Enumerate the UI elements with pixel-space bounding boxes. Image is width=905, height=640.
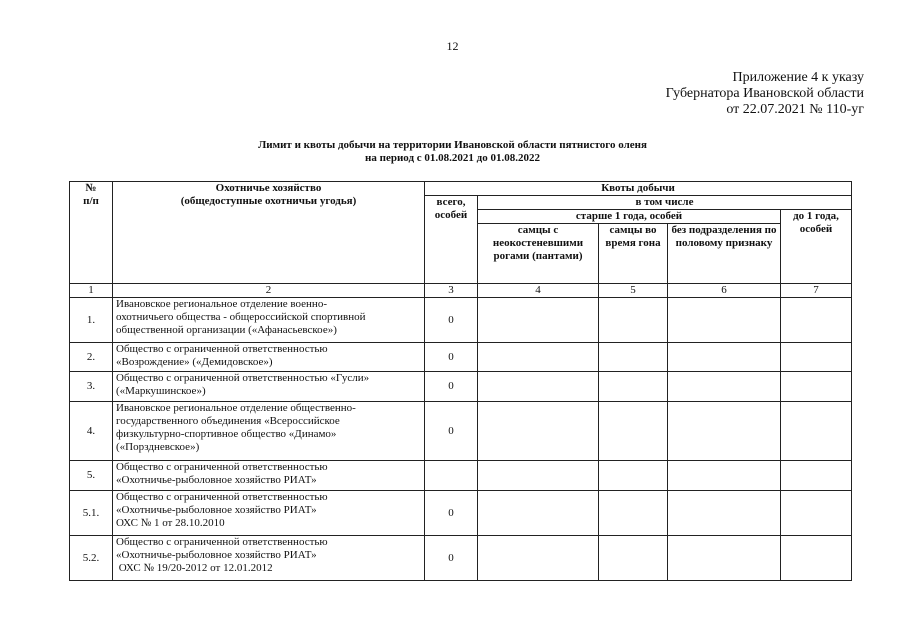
row-number: 5. — [70, 461, 113, 491]
row-cell-young — [781, 343, 852, 372]
row-cell-nosex — [668, 343, 781, 372]
row-farm-name — [113, 298, 425, 343]
farm-name-line: Общество с ограниченной ответственностью — [116, 461, 328, 473]
row-number: 5.2. — [70, 536, 113, 581]
page-number: 12 — [446, 39, 459, 53]
header-total-line-2: особей — [434, 209, 468, 221]
row-cell-rut — [599, 343, 668, 372]
header-total-line-1: всего, — [436, 196, 466, 208]
column-number: 3 — [425, 284, 478, 298]
column-number: 6 — [668, 284, 781, 298]
row-cell-rut — [599, 402, 668, 461]
appendix-line-3: от 22.07.2021 № 110-уг — [726, 102, 864, 117]
row-number: 3. — [70, 372, 113, 402]
header-older-than-1-year: старше 1 года, особей — [478, 210, 781, 224]
header-number-line-1: № — [85, 182, 97, 194]
row-farm-name — [113, 536, 425, 581]
column-number: 4 — [478, 284, 599, 298]
farm-name-line: Общество с ограниченной ответственностью — [116, 343, 328, 355]
column-number: 5 — [599, 284, 668, 298]
farm-name-line: Общество с ограниченной ответственностью — [116, 536, 328, 548]
farm-name-line: общественной организации («Афанасьевское») — [116, 324, 337, 336]
header-number-line-2: п/п — [83, 195, 99, 207]
row-cell-antlers — [478, 298, 599, 343]
row-cell-young — [781, 298, 852, 343]
row-cell-nosex — [668, 461, 781, 491]
row-farm-name — [113, 343, 425, 372]
row-cell-young — [781, 402, 852, 461]
header-total — [425, 196, 478, 284]
row-total: 0 — [425, 402, 478, 461]
appendix-line-1: Приложение 4 к указу — [732, 70, 864, 85]
farm-name-line: ОХС № 1 от 28.10.2010 — [116, 517, 225, 529]
row-total — [425, 461, 478, 491]
table-row — [70, 343, 852, 372]
row-cell-antlers — [478, 536, 599, 581]
quota-table — [69, 181, 852, 581]
farm-name-line: Ивановское региональное отделение военно- — [116, 298, 327, 310]
document-title-line-2: на период с 01.08.2021 до 01.08.2022 — [365, 152, 540, 164]
row-cell-rut — [599, 298, 668, 343]
row-total: 0 — [425, 372, 478, 402]
farm-name-line: «Охотничье-рыболовное хозяйство РИАТ» — [116, 549, 317, 561]
header-younger-than-1-year — [781, 210, 852, 284]
row-cell-nosex — [668, 372, 781, 402]
farm-name-line: Ивановское региональное отделение общественно- — [116, 402, 356, 414]
table-row — [70, 491, 852, 536]
row-total: 0 — [425, 343, 478, 372]
row-cell-young — [781, 461, 852, 491]
row-cell-antlers — [478, 343, 599, 372]
farm-name-line: («Порздневское») — [116, 441, 200, 453]
row-farm-name — [113, 461, 425, 491]
row-number: 4. — [70, 402, 113, 461]
row-cell-young — [781, 372, 852, 402]
row-farm-name — [113, 402, 425, 461]
row-cell-nosex — [668, 491, 781, 536]
row-cell-rut — [599, 536, 668, 581]
table-row — [70, 461, 852, 491]
farm-name-line: «Охотничье-рыболовное хозяйство РИАТ» — [116, 474, 317, 486]
column-number: 2 — [113, 284, 425, 298]
farm-name-line: Общество с ограниченной ответственностью «Гусли» — [116, 372, 370, 384]
row-number: 5.1. — [70, 491, 113, 536]
row-farm-name — [113, 372, 425, 402]
header-quotas: Квоты добычи — [425, 182, 852, 196]
column-numbers-row — [70, 284, 852, 298]
row-cell-rut — [599, 372, 668, 402]
row-cell-rut — [599, 491, 668, 536]
farm-name-line: ОХС № 19/20-2012 от 12.01.2012 — [116, 562, 273, 574]
row-cell-antlers — [478, 402, 599, 461]
farm-name-line: «Охотничье-рыболовное хозяйство РИАТ» — [116, 504, 317, 516]
table-row — [70, 372, 852, 402]
appendix-line-2: Губернатора Ивановской области — [665, 86, 864, 101]
farm-name-line: охотничьего общества - общероссийской спортивной — [116, 311, 366, 323]
header-hunting-farm — [113, 182, 425, 284]
table-body — [70, 284, 852, 581]
table-header — [70, 182, 852, 284]
header-farm-line-2: (общедоступные охотничьи угодья) — [180, 195, 357, 207]
farm-name-line: («Маркушинское») — [116, 385, 206, 397]
farm-name-line: Общество с ограниченной ответственностью — [116, 491, 328, 503]
row-total: 0 — [425, 536, 478, 581]
column-number: 1 — [70, 284, 113, 298]
table-row — [70, 402, 852, 461]
header-without-sex-division: без подразделения по половому признаку — [668, 224, 781, 284]
farm-name-line: «Возрождение» («Демидовское») — [116, 356, 273, 368]
header-males-with-antlers: самцы с неокостеневшими рогами (пантами) — [478, 224, 599, 284]
row-total: 0 — [425, 491, 478, 536]
row-cell-nosex — [668, 402, 781, 461]
row-number: 2. — [70, 343, 113, 372]
table-row — [70, 536, 852, 581]
header-young-line-1: до 1 года, — [793, 210, 839, 222]
header-farm-line-1: Охотничье хозяйство — [215, 182, 322, 194]
farm-name-line: физкультурно-спортивное общество «Динамо» — [116, 428, 337, 440]
row-cell-nosex — [668, 298, 781, 343]
row-farm-name — [113, 491, 425, 536]
document-title — [0, 139, 905, 165]
farm-name-line: государственного объединения «Всероссийское — [116, 415, 340, 427]
header-males-during-rut: самцы во время гона — [599, 224, 668, 284]
row-cell-antlers — [478, 372, 599, 402]
header-number — [70, 182, 113, 284]
row-total: 0 — [425, 298, 478, 343]
row-cell-nosex — [668, 536, 781, 581]
column-number: 7 — [781, 284, 852, 298]
row-cell-rut — [599, 461, 668, 491]
table-row — [70, 298, 852, 343]
appendix-note — [666, 70, 864, 118]
row-cell-young — [781, 491, 852, 536]
row-cell-young — [781, 536, 852, 581]
row-cell-antlers — [478, 461, 599, 491]
row-number: 1. — [70, 298, 113, 343]
header-including: в том числе — [478, 196, 852, 210]
header-young-line-2: особей — [799, 223, 833, 235]
row-cell-antlers — [478, 491, 599, 536]
document-title-line-1: Лимит и квоты добычи на территории Ивановской области пятнистого оленя — [258, 139, 647, 151]
